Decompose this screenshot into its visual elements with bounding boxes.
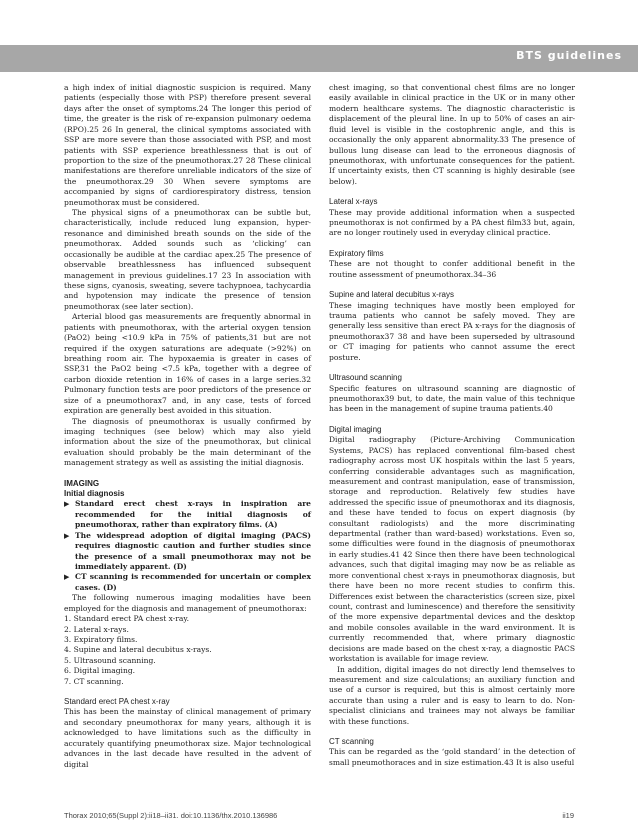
subheading-ultrasound: Ultrasound scanning (329, 373, 402, 383)
subheading-initial-diagnosis: Initial diagnosis (64, 489, 125, 499)
paragraph: These imaging techniques have mostly been employed for trauma patients who cannot be safely moved. They are generally less sensitive than erect PA x-rays for the diagnosis of pneumothorax37 38 and have been superseded by ultrasound or CT imaging for patients who cannot assume the erect posture. (329, 300, 575, 362)
paragraph: In addition, digital images do not directly lend themselves to measurement and size calculations; an auxiliary function and use of a cursor is required, but this is almost certainly more accurate than using a ruler and is easy to learn to do. Non-specialist clinicians and trainees may not always be familiar with these functions. (329, 664, 575, 726)
subheading-expiratory: Expiratory films (329, 248, 384, 258)
recommendation-item (64, 531, 311, 573)
paragraph: The diagnosis of pneumothorax is usually confirmed by imaging techniques (see below) which may also yield information about the size of the pneumothorax, but clinical evaluation should probably be the main determinant of the management strategy as well as assisting the initial diagnosis. (64, 416, 311, 468)
paragraph: Arterial blood gas measurements are frequently abnormal in patients with pneumothorax, with the arterial oxygen tension (PaO2) being <10.9 kPa in 75% of patients,31 but are not required if the oxygen saturations are adequate (>92%) on breathing room air. The hypoxaemia is greater in cases of SSP,31 the PaO2 being <7.5 kPa, together with a degree of carbon dioxide retention in 16% of cases in a large series.32 Pulmonary function tests are poor predictors of the presence or size of a pneumothorax7 and, in any case, tests of forced expiration are generally best avoided in this situation. (64, 312, 311, 416)
paragraph: The physical signs of a pneumothorax can be subtle but, characteristically, include reduced lung expansion, hyper-resonance and diminished breath sounds on the side of the pneumothorax. Added sounds such as ‘clicking’ can occasionally be audible at the cardiac apex.25 The presence of observable breathlessness has influenced subsequent management in previous guidelines.17 23 In association with these signs, cyanosis, sweating, severe tachypnoea, tachycardia and hypotension may indicate the presence of tension pneumothorax (see later section). (64, 208, 311, 311)
paragraph: Specific features on ultrasound scanning are diagnostic of pneumothorax39 but, to date, the main value of this technique has been in the management of supine trauma patients.40 (329, 383, 575, 414)
recommendation-text: Standard erect chest x-rays in inspiration are recommended for the initial diagnosis of pneumothorax, rather than expiratory films. (A) (75, 499, 311, 530)
triangle-bullet-icon: ▶ (64, 499, 70, 509)
triangle-bullet-icon: ▶ (64, 572, 70, 582)
list-item: 2. Lateral x-rays. (64, 624, 129, 634)
paragraph: This can be regarded as the ‘gold standard’ in the detection of small pneumothoraces and in size estimation.43 It is also useful (329, 747, 575, 767)
recommendation-text: CT scanning is recommended for uncertain or complex cases. (D) (75, 572, 311, 592)
paragraph: chest imaging, so that conventional chest films are no longer easily available in clinical practice in the UK or in many other modern healthcare systems. The diagnostic characteristic is displacement of the pleural line. In up to 50% of cases an air-fluid level is visible in the costophrenic angle, and this is occasionally the only apparent abnormality.33 The presence of bullous lung disease can lead to the erroneous diagnosis of pneumothorax, with unfortunate consequences for the patient. If uncertainty exists, then CT scanning is highly desirable (see below). (329, 83, 575, 186)
section-label: BTS guidelines (516, 49, 622, 62)
recommendation-item (64, 572, 311, 593)
subheading-standard-pa: Standard erect PA chest x-ray (64, 697, 170, 707)
list-item: 5. Ultrasound scanning. (64, 655, 156, 665)
paragraph: The following numerous imaging modalities have been employed for the diagnosis and management of pneumothorax: (64, 593, 311, 613)
footer-citation: Thorax 2010;65(Suppl 2):ii18–ii31. doi:10.1136/thx.2010.136986 (64, 811, 278, 820)
list-item: 7. CT scanning. (64, 676, 124, 686)
list-item: 1. Standard erect PA chest x-ray. (64, 614, 190, 624)
recommendation-item (64, 499, 311, 530)
list-item: 3. Expiratory films. (64, 634, 138, 644)
paragraph: a high index of initial diagnostic suspicion is required. Many patients (especially those with PSP) therefore present several days after the onset of symptoms.24 The longer this period of time, the greater is the risk of re-expansion pulmonary oedema (RPO).25 26 In general, the clinical symptoms associated with SSP are more severe than those associated with PSP, and most patients with SSP experience breathlessness that is out of proportion to the size of the pneumothorax.27 28 These clinical manifestations are therefore unreliable indicators of the size of the pneumothorax.29 30 When severe symptoms are accompanied by signs of cardiorespiratory distress, tension pneumothorax must be considered. (64, 83, 311, 207)
subheading-lateral: Lateral x-rays (329, 197, 378, 207)
right-column (329, 83, 575, 768)
left-column (64, 83, 311, 770)
triangle-bullet-icon: ▶ (64, 530, 70, 540)
paragraph: These are not thought to confer additional benefit in the routine assessment of pneumothorax.34–36 (329, 259, 575, 279)
page-number: ii19 (562, 811, 574, 820)
section-banner (0, 45, 638, 72)
recommendation-text: The widespread adoption of digital imaging (PACS) requires diagnostic caution and further studies since the presence of a small pneumothorax may not be immediately apparent. (D) (75, 530, 311, 571)
list-item: 6. Digital imaging. (64, 666, 136, 676)
paragraph: Digital radiography (Picture-Archiving Communication Systems, PACS) has replaced conventional film-based chest radiography across most UK hospitals within the last 5 years, conferring considerable advantages such as magnification, measurement and contrast manipulation, ease of transmission, storage and reproduction. Relatively few studies have addressed the specific issue of pneumothorax and its diagnosis, and these have tended to focus on expert diagnosis (by consultant radiologists) and the more discriminating departmental (rather than ward-based) workstations. Even so, some difficulties were found in the diagnosis of pneumothorax in early studies.41 42 Since then there have been technological advances, such that digital imaging may now be as reliable as more conventional chest x-rays in pneumothorax diagnosis, but there have been no more recent studies to confirm this. Differences exist between the characteristics (screen size, pixel count, contrast and luminescence) and therefore the sensitivity of the more expensive departmental devices and the desktop and mobile consoles available in the ward environment. It is currently recommended that, where primary diagnostic decisions are made based on the chest x-ray, a diagnostic PACS workstation is available for image review. (329, 435, 575, 664)
subheading-ct: CT scanning (329, 737, 374, 747)
paragraph: These may provide additional information when a suspected pneumothorax is not confirmed by a PA chest film33 but, again, are no longer routinely used in everyday clinical practice. (329, 207, 575, 238)
subheading-supine: Supine and lateral decubitus x-rays (329, 290, 454, 300)
section-heading-imaging: IMAGING (64, 478, 100, 488)
list-item: 4. Supine and lateral decubitus x-rays. (64, 645, 212, 655)
subheading-digital: Digital imaging (329, 424, 382, 434)
modality-list (64, 614, 311, 687)
paragraph: This has been the mainstay of clinical management of primary and secondary pneumothorax for many years, although it is acknowledged to have limitations such as the difficulty in accurately quantifying pneumothorax size. Major technological advances in the last decade have resulted in the advent of digital (64, 707, 311, 769)
